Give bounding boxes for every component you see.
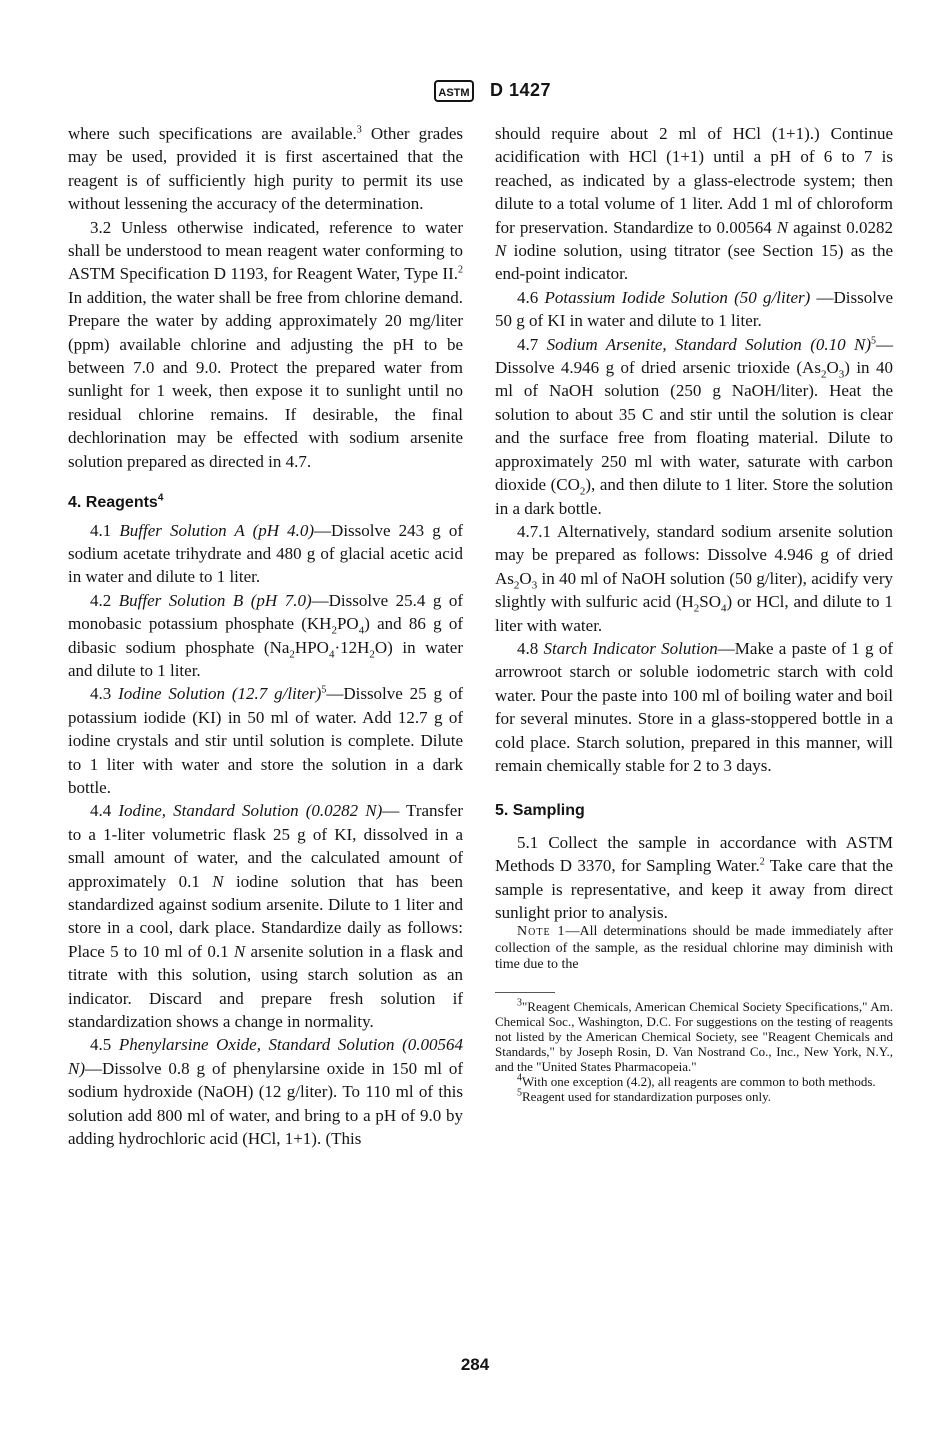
left-column (68, 122, 463, 1150)
paragraph-4-6: 4.6 Potassium Iodide Solution (50 g/liter) —Dissolve 50 g of KI in water and dilute to 1 liter. (495, 287, 894, 331)
footnote-4: $^4$With one exception (4.2), all reagents are common to both methods. (517, 1072, 876, 1089)
paragraph-5-1: 5.1 Collect the sample in accordance with ASTM Methods D 3370, for Sampling Water.$^2$ Take care that the sample is representative, and keep it away from direct sunlight prior to analysis. (495, 832, 894, 922)
page-number: 284 (460, 1355, 490, 1374)
note-1: Note 1—All determinations should be made immediately after collection of the sample, as the residual chlorine may diminish with time due to the (495, 924, 893, 973)
section-heading-reagents: 4. Reagents$^4$ (68, 492, 164, 512)
section-heading-sampling: 5. Sampling (495, 802, 585, 820)
footnote-5: $^5$Reagent used for standardization purposes only. (517, 1087, 771, 1104)
paragraph-4-3: 4.3 Iodine Solution (12.7 g/liter)$^5$—Dissolve 25 g of potassium iodide (KI) in 50 ml of water. Add 12.7 g of iodine crystals and stir until solution is complete. Dilute to 1 liter with water and store the solution in a dark bottle. (68, 684, 463, 797)
paragraph-4-1: 4.1 Buffer Solution A (pH 4.0)—Dissolve 243 g of sodium acetate trihydrate and 480 g of glacial acetic acid in water and dilute to 1 liter. (68, 520, 464, 587)
page-header (0, 78, 950, 104)
paragraph-4-4: 4.4 Iodine, Standard Solution (0.0282 N)— Transfer to a 1-liter volumetric flask 25 g of KI, dissolved in a small amount of water, and the calculated amount of approximately 0.1 N iodine solution that has been standardized against sodium arsenite. Dilute to 1 liter and store in a cool, dark place. Standardize daily as follows: Place 5 to 10 ml of 0.1 N arsenite solution in a flask and titrate with this solution, using starch solution as an indicator. Discard and prepare fresh solution if standardization shows a change in normality. (68, 801, 464, 1032)
right-column (495, 122, 893, 1104)
footnote-divider (495, 992, 555, 993)
paragraph-4-7: 4.7 Sodium Arsenite, Standard Solution (0.10 N)$^5$—Dissolve 4.946 g of dried arsenic trioxide $(As_2O_3)$ in 40 ml of NaOH solution (250 g NaOH/liter). Heat the solution to about 35 C and stir until the solution is clear and the surface free from floating material. Dilute to approximately 250 ml with water, saturate with carbon dioxide $(CO_2)$, and then dilute to 1 liter. Store the solution in a dark bottle. (495, 334, 894, 518)
paragraph-4-5-continued: should require about 2 ml of HCl (1+1).) Continue acidification with HCl (1+1) until a pH of 6 to 7 is reached, as indicated by a glass-electrode system; then dilute to a total volume of 1 liter. Add 1 ml of chloroform for preservation. Standardize to 0.00564 N against 0.0282 N iodine solution, using titrator (see Section 15) as the end-point indicator. (495, 124, 893, 284)
paragraph-4-7-1: 4.7.1 Alternatively, standard sodium arsenite solution may be prepared as follows: Dissolve 4.946 g of dried $As_2O_3$ in 40 ml of NaOH solution (50 g/liter), acidify very slightly with sulfuric acid $(H_2SO_4)$ or HCl, and dilute to 1 liter with water. (495, 521, 893, 635)
paragraph-4-8: 4.8 Starch Indicator Solution—Make a paste of 1 g of arrowroot starch or soluble iodometric starch with cold water. Pour the paste into 100 ml of boiling water and boil for several minutes. Store in a glass-stoppered bottle in a cold place. Starch solution, prepared in this manner, will remain chemically stable for 2 to 3 days. (495, 638, 893, 775)
astm-logo-text: ASTM (438, 87, 470, 99)
astm-logo (432, 78, 476, 104)
footnote-3: $^3$"Reagent Chemicals, American Chemical Society Specifications," Am. Chemical Soc., Washington, D.C. For suggestions on the testing of reagents not listed by the American Chemical Society, see "Reagent Chemicals and Standards," by Joseph Rosin, D. Van Nostrand Co., Inc., New York, N.Y., and the "United States Pharmacopeia." (495, 997, 893, 1074)
standard-designation: D 1427 (490, 80, 552, 100)
paragraph-3-2: 3.2 Unless otherwise indicated, reference to water shall be understood to mean reagent water conforming to ASTM Specification D 1193, for Reagent Water, Type II.$^2$ In addition, the water shall be free from chlorine demand. Prepare the water by adding approximately 20 mg/liter (ppm) available chlorine and adjusting the pH to be between 7.0 and 9.0. Protect the prepared water from sunlight for 1 week, then expose it to sunlight until no residual chlorine remains. If desirable, the final dechlorination may be effected with sodium arsenite solution prepared as directed in 4.7. (68, 217, 463, 471)
paragraph-4-2: 4.2 Buffer Solution B (pH 7.0)—Dissolve 25.4 g of monobasic potassium phosphate $(KH_2PO_4)$ and 86 g of dibasic sodium phosphate $(Na_2HPO_4\cdot 12H_2O)$ in water and dilute to 1 liter. (68, 590, 463, 680)
paragraph-3-1-continued: where such specifications are available.$^3$ Other grades may be used, provided it is first ascertained that the reagent is of sufficiently high purity to permit its use without lessening the accuracy of the determination. (68, 124, 463, 214)
paragraph-4-5: 4.5 Phenylarsine Oxide, Standard Solution (0.00564 N)—Dissolve 0.8 g of phenylarsine oxide in 150 ml of sodium hydroxide (NaOH) (12 g/liter). To 110 ml of this solution add 800 ml of water, and bring to a pH of 9.0 by adding hydrochloric acid (HCl, 1+1). (This (68, 1035, 464, 1149)
